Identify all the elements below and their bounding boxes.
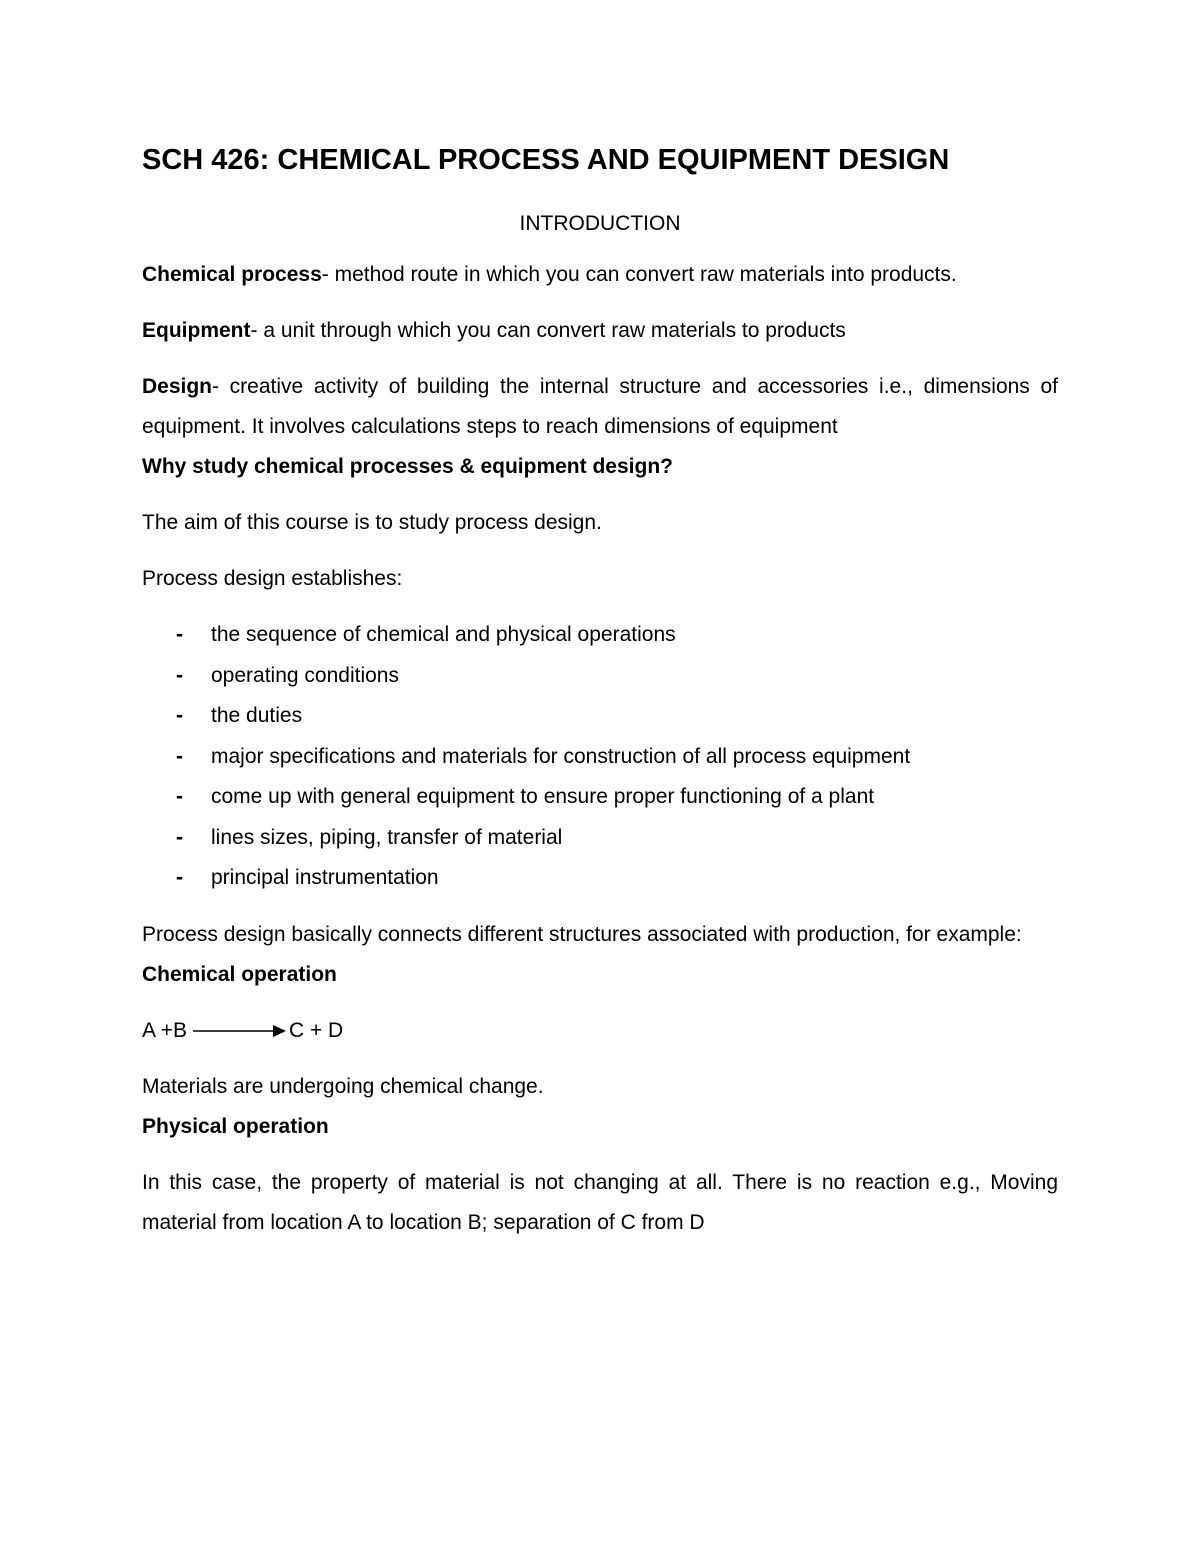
definition-text: - a unit through which you can convert raw materials to products (250, 319, 846, 342)
definition-term: Equipment (142, 319, 251, 342)
page-title: SCH 426: CHEMICAL PROCESS AND EQUIPMENT DESIGN (142, 144, 950, 176)
bullet-dash: - (176, 663, 183, 687)
list-item-text: lines sizes, piping, transfer of material (211, 825, 563, 849)
list-item-text: come up with general equipment to ensure proper functioning of a plant (211, 785, 875, 808)
chemical-operation-heading: Chemical operation (142, 962, 337, 986)
definition-term: Design (142, 375, 213, 398)
list-item (142, 818, 1058, 859)
chemical-equation (142, 1011, 1058, 1051)
definition-text: - creative activity of building the internal structure and accessories i.e., dimensions of equipment. It involves calculations steps to reach dimensions of equipment (142, 375, 1058, 438)
list-item (142, 615, 1058, 656)
document-body (142, 138, 1058, 1243)
definition-term: Chemical process (142, 263, 322, 286)
aim-text: The aim of this course is to study process design. (142, 511, 602, 534)
definition-design (142, 367, 1058, 447)
section-subtitle: INTRODUCTION (519, 212, 681, 235)
list-item-text: major specifications and materials for construction of all process equipment (211, 744, 911, 768)
chemical-change-note: Materials are undergoing chemical change. (142, 1074, 544, 1098)
list-item (142, 656, 1058, 697)
list-item (142, 737, 1058, 778)
list-item-text: principal instrumentation (211, 866, 439, 889)
equation-products: C + D (288, 1018, 344, 1042)
bullet-dash: - (176, 866, 183, 889)
definition-text: - method route in which you can convert raw materials into products. (321, 263, 957, 286)
list-item-text: the sequence of chemical and physical operations (211, 623, 676, 646)
list-item-text: operating conditions (211, 663, 399, 687)
reaction-arrow-icon (189, 1022, 287, 1040)
connects-text: Process design basically connects different structures associated with production, for example: (142, 922, 1022, 946)
physical-operation-text: In this case, the property of material is not changing at all. There is no reaction e.g., Moving material from location A to location B; separation of C from D (142, 1170, 1058, 1234)
bullet-dash: - (176, 785, 183, 808)
why-heading: Why study chemical processes & equipment design? (142, 455, 673, 478)
definition-chemical-process (142, 255, 1058, 295)
bullet-dash: - (176, 623, 183, 646)
establishes-list (142, 615, 1058, 899)
establishes-text: Process design establishes: (142, 567, 403, 590)
definition-equipment (142, 311, 1058, 351)
bullet-dash: - (176, 744, 183, 768)
bullet-dash: - (176, 825, 183, 849)
equation-reactants: A +B (142, 1018, 187, 1042)
list-item-text: the duties (211, 704, 303, 727)
list-item (142, 696, 1058, 737)
list-item (142, 858, 1058, 899)
physical-operation-heading: Physical operation (142, 1114, 329, 1138)
list-item (142, 777, 1058, 818)
bullet-dash: - (176, 704, 183, 727)
